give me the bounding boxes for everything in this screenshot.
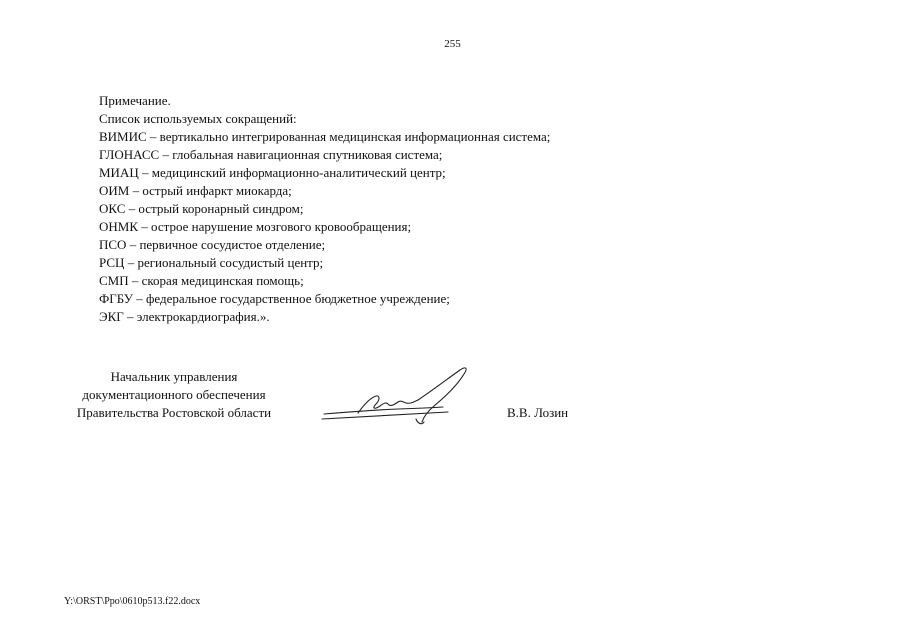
- abbreviation-item: ЭКГ – электрокардиография.».: [99, 309, 270, 324]
- signatory-title-line: Правительства Ростовской области: [76, 405, 272, 420]
- abbreviation-item: ОНМК – острое нарушение мозгового кровообращения;: [99, 219, 412, 234]
- abbreviation-item: ГЛОНАСС – глобальная навигационная спутниковая система;: [99, 147, 443, 162]
- note-subheading: Список используемых сокращений:: [99, 111, 297, 126]
- abbreviation-item: ОИМ – острый инфаркт миокарда;: [99, 183, 292, 198]
- abbreviation-item: ВИМИС – вертикально интегрированная медицинская информационная система;: [99, 129, 551, 144]
- abbreviation-item: МИАЦ – медицинский информационно-аналитический центр;: [99, 165, 446, 180]
- handwritten-signature: [318, 362, 478, 432]
- note-heading: Примечание.: [99, 93, 171, 108]
- file-path: Y:\ORST\Ppo\0610p513.f22.docx: [64, 596, 201, 607]
- abbreviation-item: ФГБУ – федеральное государственное бюджетное учреждение;: [99, 291, 450, 306]
- page-number: 255: [444, 38, 461, 50]
- abbreviation-item: ПСО – первичное сосудистое отделение;: [99, 237, 326, 252]
- signatory-title-line: документационного обеспечения: [82, 387, 266, 402]
- abbreviation-item: ОКС – острый коронарный синдром;: [99, 201, 304, 216]
- abbreviation-item: РСЦ – региональный сосудистый центр;: [99, 255, 324, 270]
- abbreviation-item: СМП – скорая медицинская помощь;: [99, 273, 304, 288]
- signatory-title-line: Начальник управления: [110, 369, 238, 384]
- signatory-title: [60, 368, 288, 422]
- abbreviations-note: [99, 92, 739, 326]
- signatory-name: В.В. Лозин: [507, 405, 569, 420]
